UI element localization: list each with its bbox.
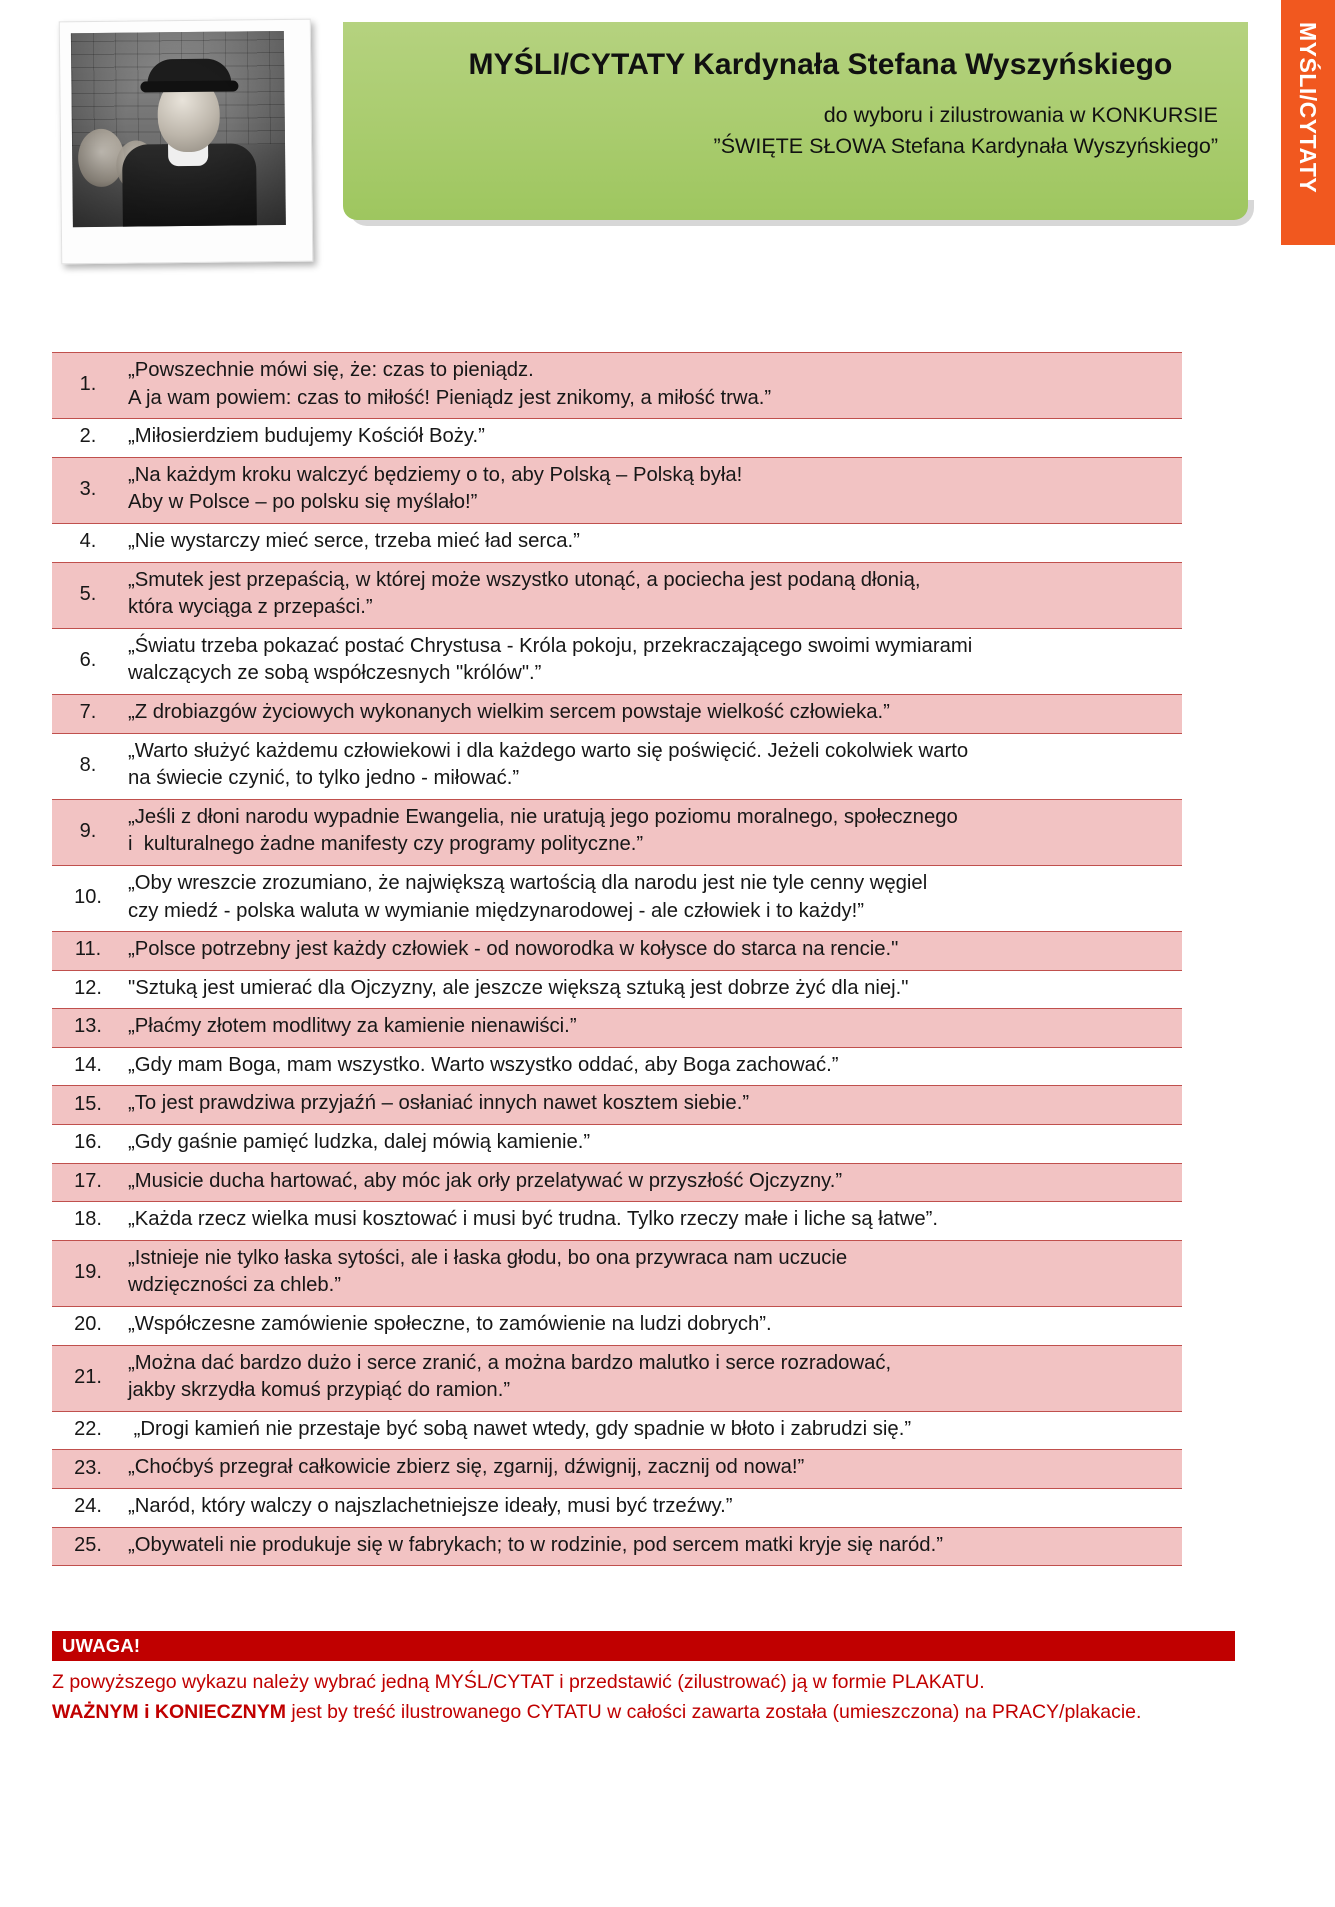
table-row bbox=[52, 1240, 1182, 1306]
quote-number: 9. bbox=[52, 799, 118, 865]
page-header bbox=[0, 0, 1335, 300]
quote-text-line: "Sztuką jest umierać dla Ojczyzny, ale jeszcze większą sztuką jest dobrze żyć dla niej." bbox=[128, 976, 909, 999]
page-subtitle-1: do wyboru i zilustrowania w KONKURSIE bbox=[823, 103, 1218, 127]
quote-text-line: jakby skrzydła komuś przypiąć do ramion.” bbox=[128, 1379, 511, 1402]
quote-text-line: „Miłosierdziem budujemy Kościół Boży.” bbox=[128, 425, 485, 448]
quote-number: 16. bbox=[52, 1125, 118, 1164]
quote-text bbox=[118, 1202, 1182, 1241]
quote-text bbox=[118, 799, 1182, 865]
attention-label: UWAGA! bbox=[62, 1635, 141, 1656]
quote-number: 21. bbox=[52, 1345, 118, 1411]
quote-text-line: „Każda rzecz wielka musi kosztować i musi być trudna. Tylko rzeczy małe i liche są łatwe”. bbox=[128, 1208, 939, 1231]
table-row bbox=[52, 1163, 1182, 1202]
quote-text bbox=[118, 1125, 1182, 1164]
quote-number: 18. bbox=[52, 1202, 118, 1241]
quote-text-line: „Musicie ducha hartować, aby móc jak orły przelatywać w przyszłość Ojczyzny.” bbox=[128, 1169, 843, 1192]
quote-text-line: na świecie czynić, to tylko jedno - miłować.” bbox=[128, 767, 520, 790]
quote-text-line: „Naród, który walczy o najszlachetniejsze ideały, musi być trzeźwy.” bbox=[128, 1495, 733, 1517]
quote-text-line: „To jest prawdziwa przyjaźń – osłaniać innych nawet kosztem siebie.” bbox=[128, 1092, 750, 1115]
quote-number: 25. bbox=[52, 1527, 118, 1566]
quote-text-line: i kulturalnego żadne manifesty czy programy polityczne.” bbox=[128, 833, 644, 856]
quote-number: 11. bbox=[52, 932, 118, 971]
quote-text bbox=[118, 1527, 1182, 1566]
quote-text-line: „Polsce potrzebny jest każdy człowiek - od noworodka w kołysce do starca na rencie." bbox=[128, 938, 899, 961]
quote-text bbox=[118, 353, 1182, 419]
quote-text-line: walczących ze sobą współczesnych "królów".” bbox=[128, 662, 542, 685]
quote-text bbox=[118, 1009, 1182, 1048]
quote-text-line: czy miedź - polska waluta w wymianie międzynarodowej - ale człowiek i to każdy!” bbox=[128, 899, 865, 922]
quote-text-line: „Warto służyć każdemu człowiekowi i dla każdego warto się poświęcić. Jeżeli cokolwiek warto bbox=[128, 739, 969, 762]
table-row bbox=[52, 353, 1182, 419]
table-row bbox=[52, 1411, 1182, 1450]
quote-text bbox=[118, 1086, 1182, 1125]
quote-text bbox=[118, 1240, 1182, 1306]
quote-text-line: „Smutek jest przepaścią, w której może wszystko utonąć, a pociecha jest podaną dłonią, bbox=[128, 568, 921, 591]
quote-text bbox=[118, 1489, 1182, 1528]
quote-text-line: „Na każdym kroku walczyć będziemy o to, aby Polską – Polską była! bbox=[128, 463, 743, 486]
quote-text-line: „Jeśli z dłoni narodu wypadnie Ewangelia, nie uratują jego poziomu moralnego, społecznego bbox=[128, 805, 958, 828]
quote-text-line: „Choćbyś przegrał całkowicie zbierz się, zgarnij, dźwignij, zacznij od nowa!” bbox=[128, 1456, 805, 1479]
portrait-photo-frame bbox=[59, 19, 314, 265]
quote-number: 6. bbox=[52, 628, 118, 694]
table-row bbox=[52, 1202, 1182, 1241]
table-row bbox=[52, 1450, 1182, 1489]
quote-text-line: wdzięczności za chleb.” bbox=[128, 1274, 342, 1297]
quote-number: 3. bbox=[52, 457, 118, 523]
quote-text-line: „Istnieje nie tylko łaska sytości, ale i łaska głodu, bo ona przywraca nam uczucie bbox=[128, 1246, 848, 1269]
table-row bbox=[52, 970, 1182, 1009]
footer-note-line-2 bbox=[52, 1698, 1282, 1728]
table-row bbox=[52, 1009, 1182, 1048]
table-row bbox=[52, 865, 1182, 931]
quote-number: 4. bbox=[52, 523, 118, 562]
quotes-table bbox=[52, 352, 1182, 1566]
quote-text-line: „Płaćmy złotem modlitwy za kamienie nienawiści.” bbox=[128, 1015, 577, 1038]
quote-text-line: „Można dać bardzo dużo i serce zranić, a można bardzo malutko i serce rozradować, bbox=[128, 1351, 892, 1374]
footer-note-emphasis: WAŻNYM i KONIECZNYM bbox=[52, 1700, 286, 1723]
header-banner bbox=[343, 22, 1248, 220]
quote-text bbox=[118, 628, 1182, 694]
quote-text bbox=[118, 932, 1182, 971]
page-title: MYŚLI/CYTATY Kardynała Stefana Wyszyńskiego bbox=[468, 48, 1173, 81]
quote-number: 10. bbox=[52, 865, 118, 931]
quote-text-line: „Drogi kamień nie przestaje być sobą nawet wtedy, gdy spadnie w błoto i zabrudzi się.” bbox=[128, 1417, 912, 1440]
quote-number: 24. bbox=[52, 1489, 118, 1528]
quote-text bbox=[118, 419, 1182, 458]
table-row bbox=[52, 1489, 1182, 1528]
table-row bbox=[52, 1086, 1182, 1125]
table-row bbox=[52, 1047, 1182, 1086]
footer-note bbox=[52, 1668, 1282, 1727]
quote-text bbox=[118, 1163, 1182, 1202]
quote-text-line: „Oby wreszcie zrozumiano, że największą wartością dla narodu jest nie tyle cenny węgiel bbox=[128, 871, 928, 894]
table-row bbox=[52, 562, 1182, 628]
quote-text bbox=[118, 865, 1182, 931]
quote-number: 15. bbox=[52, 1086, 118, 1125]
quote-text-line: „Światu trzeba pokazać postać Chrystusa - Króla pokoju, przekraczającego swoimi wymiarami bbox=[128, 634, 973, 657]
table-row bbox=[52, 694, 1182, 733]
quote-number: 23. bbox=[52, 1450, 118, 1489]
table-row bbox=[52, 733, 1182, 799]
table-row bbox=[52, 1345, 1182, 1411]
quote-number: 17. bbox=[52, 1163, 118, 1202]
quote-text bbox=[118, 1411, 1182, 1450]
quote-text bbox=[118, 733, 1182, 799]
quote-text bbox=[118, 1307, 1182, 1346]
side-tab-mysli-cytaty bbox=[1281, 0, 1335, 245]
quote-text bbox=[118, 694, 1182, 733]
quote-text-line: „Gdy mam Boga, mam wszystko. Warto wszystko oddać, aby Boga zachować.” bbox=[128, 1053, 839, 1076]
table-row bbox=[52, 457, 1182, 523]
table-row bbox=[52, 932, 1182, 971]
quote-text-line: „Gdy gaśnie pamięć ludzka, dalej mówią kamienie.” bbox=[128, 1131, 591, 1154]
table-row bbox=[52, 1307, 1182, 1346]
attention-bar bbox=[52, 1631, 1235, 1661]
quote-number: 7. bbox=[52, 694, 118, 733]
table-row bbox=[52, 1125, 1182, 1164]
quote-text-line: która wyciąga z przepaści.” bbox=[128, 596, 373, 619]
quote-number: 20. bbox=[52, 1307, 118, 1346]
table-row bbox=[52, 419, 1182, 458]
quote-text-line: „Obywateli nie produkuje się w fabrykach; to w rodzinie, pod sercem matki kryje się naród.” bbox=[128, 1533, 943, 1556]
quote-number: 22. bbox=[52, 1411, 118, 1450]
table-row bbox=[52, 523, 1182, 562]
quote-text-line: Aby w Polsce – po polsku się myślało!” bbox=[128, 491, 478, 514]
quote-number: 13. bbox=[52, 1009, 118, 1048]
quote-text bbox=[118, 523, 1182, 562]
quote-text bbox=[118, 1047, 1182, 1086]
quote-text bbox=[118, 562, 1182, 628]
footer-note-line-1: Z powyższego wykazu należy wybrać jedną MYŚL/CYTAT i przedstawić (zilustrować) ją w formie PLAKATU. bbox=[52, 1671, 985, 1693]
table-row bbox=[52, 628, 1182, 694]
quote-number: 8. bbox=[52, 733, 118, 799]
side-tab-label: MYŚLI/CYTATY bbox=[1295, 22, 1321, 194]
quote-number: 19. bbox=[52, 1240, 118, 1306]
page-subtitle-2: ”ŚWIĘTE SŁOWA Stefana Kardynała Wyszyńskiego” bbox=[713, 134, 1218, 159]
quote-text bbox=[118, 970, 1182, 1009]
quote-text-line: „Z drobiazgów życiowych wykonanych wielkim sercem powstaje wielkość człowieka.” bbox=[128, 700, 890, 723]
quote-number: 2. bbox=[52, 419, 118, 458]
quote-number: 14. bbox=[52, 1047, 118, 1086]
quote-number: 5. bbox=[52, 562, 118, 628]
quote-text bbox=[118, 1345, 1182, 1411]
quote-text bbox=[118, 457, 1182, 523]
table-row bbox=[52, 1527, 1182, 1566]
quote-number: 12. bbox=[52, 970, 118, 1009]
footer-note-rest: jest by treść ilustrowanego CYTATU w całości zawarta została (umieszczona) na PRACY/plakacie. bbox=[286, 1700, 1142, 1723]
quote-text bbox=[118, 1450, 1182, 1489]
quote-text-line: „Współczesne zamówienie społeczne, to zamówienie na ludzi dobrych”. bbox=[128, 1313, 772, 1336]
portrait-photo-image bbox=[71, 31, 286, 227]
quote-number: 1. bbox=[52, 353, 118, 419]
quote-text-line: A ja wam powiem: czas to miłość! Pieniądz jest znikomy, a miłość trwa.” bbox=[128, 386, 772, 409]
quote-text-line: „Powszechnie mówi się, że: czas to pieniądz. bbox=[128, 359, 534, 381]
table-row bbox=[52, 799, 1182, 865]
quote-text-line: „Nie wystarczy mieć serce, trzeba mieć ład serca.” bbox=[128, 529, 580, 552]
